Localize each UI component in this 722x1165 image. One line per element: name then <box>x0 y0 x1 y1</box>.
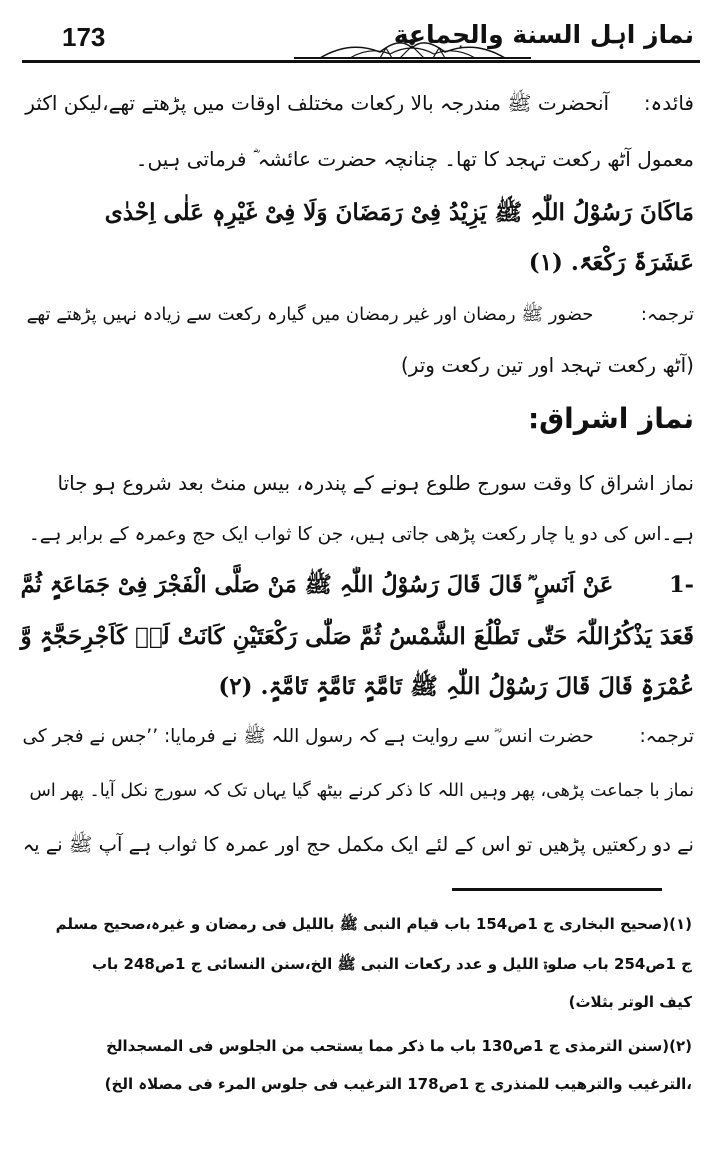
translation-2-line-2: نماز با جماعت پڑھی، پھر وہیں اللہ کا ذکر کرنے بیٹھ گیا یہاں تک کہ سورج نکل آیا۔ پھر اس <box>29 781 694 801</box>
note-line-2: معمول آٹھ رکعت تہجد کا تھا۔ چنانچہ حضرت عائشہ ؓ فرماتی ہیں۔ <box>135 147 694 171</box>
arabic-quote-line-1: مَاکَانَ رَسُوْلُ اللّٰہِ ﷺ یَزِیْدُ فِیْ رَمَضَانَ وَلَا فِیْ غَیْرِہٖ عَلٰی اِحْدٰی <box>104 199 694 226</box>
running-title: نماز اہل السنة والجماعة <box>393 20 694 49</box>
footnote-2-line-1: (۲)(سنن الترمذی ج 1ص130 باب ما ذکر مما یستحب من الجلوس فی المسجدالخ <box>106 1037 692 1055</box>
translation-2-line-1 <box>22 722 694 752</box>
translation-2-line-3: نے دو رکعتیں پڑھیں تو اس کے لئے ایک مکمل حج اور عمرہ کا ثواب ہے آپ ﷺ نے یہ <box>22 833 694 856</box>
arabic-quote-line-2: عَشَرَۃَ رَکْعَۃً. (۱) <box>528 249 694 276</box>
footnote-1-line-3: کیف الوتر بثلاث) <box>568 993 692 1011</box>
hadith-text-1: عَنْ اَنَسٍ ؓ قَالَ قَالَ رَسُوْلُ اللّٰہِ ﷺ مَنْ صَلَّی الْفَجْرَ فِیْ جَمَاعَۃٍ ثُمَّ <box>20 572 614 598</box>
ishraq-line-2: ہے۔اس کی دو یا چار رکعت پڑھی جاتی ہیں، جن کا ثواب ایک حج وعمرہ کے برابر ہے۔ <box>28 524 694 545</box>
note-text-1: آنحضرت ﷺ مندرجہ بالا رکعات مختلف اوقات میں پڑھتے تھے،لیکن اکثر <box>25 91 610 115</box>
footnote-2-line-2: ،الترغیب والترھیب للمنذری ج 1ص178 الترغیب فی جلوس المرء فی مصلاہ الخ) <box>104 1075 692 1093</box>
footnote-1-line-1: (۱)(صحیح البخاری ج 1ص154 باب قیام النبی ﷺ باللیل فی رمضان و غیرہ،صحیح مسلم <box>55 915 692 933</box>
translation-1-line-1 <box>27 300 694 330</box>
hadith-line-1 <box>21 570 694 600</box>
translation-label: ترجمہ: <box>640 304 694 325</box>
translation-2-label: ترجمہ: <box>639 726 694 747</box>
hadith-line-3: عُمْرَۃٍ قَالَ قَالَ رَسُوْلُ اللّٰہِ ﷺ تَامَّۃٍ تَامَّۃٍ تَامَّۃٍ. (۲) <box>218 673 694 700</box>
note-label: فائدہ: <box>643 91 694 115</box>
footnote-rule <box>452 888 662 891</box>
translation-1-line-2: (آٹھ رکعت تہجد اور تین رکعت وتر) <box>400 353 694 377</box>
translation-1-text: حضور ﷺ رمضان اور غیر رمضان میں گیارہ رکعت سے زیادہ نہیں پڑھتے تھے <box>26 304 594 325</box>
hadith-number: -1 <box>669 572 694 598</box>
section-heading: نماز اشراق: <box>527 402 694 435</box>
footnote-1-line-2: ج 1ص254 باب صلوۃ اللیل و عدد رکعات النبی ﷺ الخ،سنن النسائی ج 1ص248 باب <box>91 955 692 973</box>
hadith-line-2: قَعَدَ یَذْکُرُاللّٰہَ حَتّٰی تَطْلُعَ الشَّمْسُ ثُمَّ صَلّٰی رَکْعَتَیْنِ کَانَتْ لَہٗ کَاَجْرِحَجَّۃٍ وَّ <box>20 623 694 650</box>
note-line-1 <box>25 88 694 118</box>
header-rule <box>22 60 700 63</box>
translation-2-text: حضرت انس ؓ سے روایت ہے کہ رسول اللہ ﷺ نے فرمایا: ’’جس نے فجر کی <box>22 726 594 747</box>
page-number: 173 <box>62 22 106 52</box>
ishraq-line-1: نماز اشراق کا وقت سورج طلوع ہونے کے پندرہ، بیس منٹ بعد شروع ہو جاتا <box>57 471 694 495</box>
